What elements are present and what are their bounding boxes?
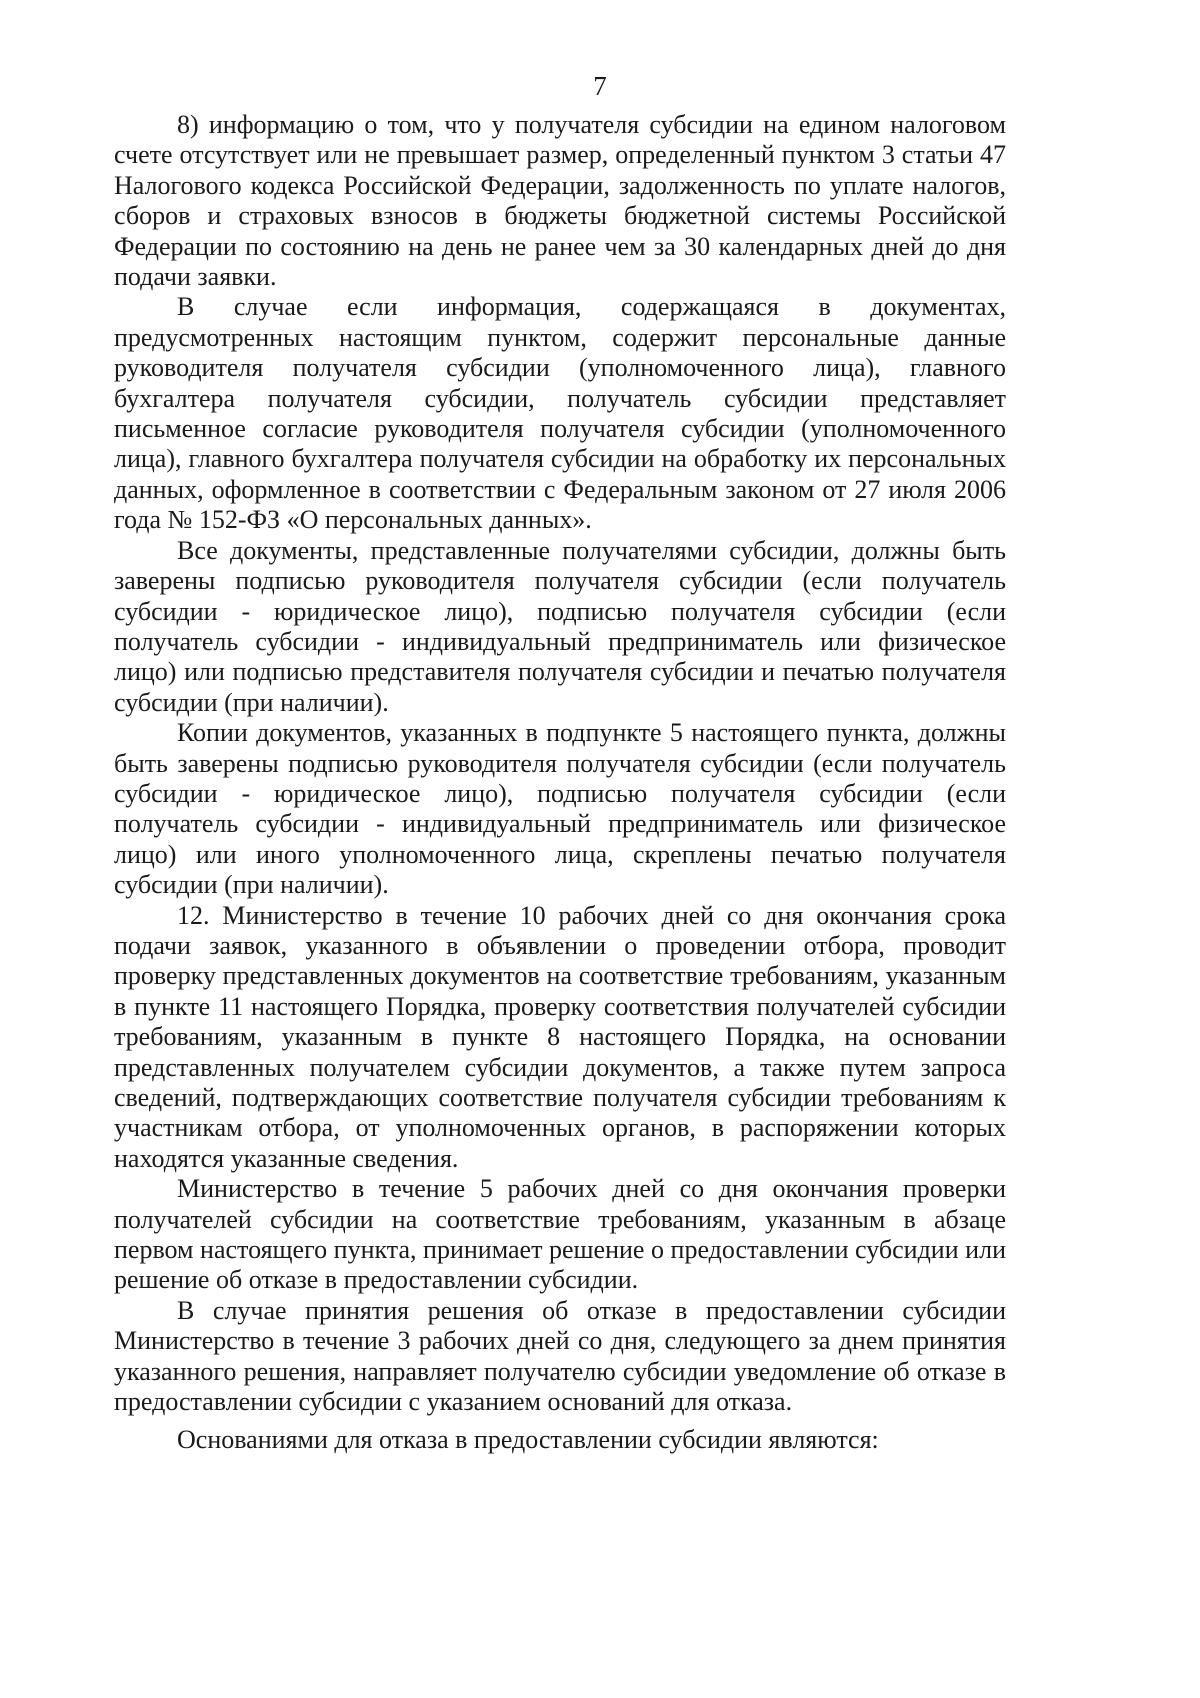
paragraph-personal-data-consent: В случае если информация, содержащаяся в документах, предусмотренных настоящим пунктом, содержит персональные данные руководителя получателя субсидии (уполномоченного лица), главного бухгалтера получателя субсидии, получатель субсидии представляет письменное согласие руководителя получателя субсидии (уполномоченного лица), главного бухгалтера получателя субсидии на обработку их персональных данных, оформленное в соответствии с Федеральным законом от 27 июля 2006 года № 152-ФЗ «О персональных данных». <box>114 292 1006 535</box>
paragraph-copies-certification: Копии документов, указанных в подпункте 5 настоящего пункта, должны быть заверены подписью руководителя получателя субсидии (если получатель субсидии - юридическое лицо), подписью получателя субсидии (если получатель субсидии - индивидуальный предприниматель или физическое лицо) или иного уполномоченного лица, скреплены печатью получателя субсидии (при наличии). <box>114 718 1006 900</box>
paragraph-refusal-notice: В случае принятия решения об отказе в предоставлении субсидии Министерство в течение 3 рабочих дней со дня, следующего за днем принятия указанного решения, направляет получателю субсидии уведомление об отказе в предоставлении субсидии с указанием оснований для отказа. <box>114 1295 1006 1417</box>
document-body <box>114 110 1006 1456</box>
paragraph-decision: Министерство в течение 5 рабочих дней со дня окончания проверки получателей субсидии на соответствие требованиям, указанным в абзаце первом настоящего пункта, принимает решение о предоставлении субсидии или решение об отказе в предоставлении субсидии. <box>114 1174 1006 1295</box>
paragraph-clause-12-review: 12. Министерство в течение 10 рабочих дней со дня окончания срока подачи заявок, указанного в объявлении о проведении отбора, проводит проверку представленных документов на соответствие требованиям, указанным в пункте 11 настоящего Порядка, проверку соответствия получателей субсидии требованиям, указанным в пункте 8 настоящего Порядка, на основании представленных получателем субсидии документов, а также путем запроса сведений, подтверждающих соответствие получателя субсидии требованиям к участникам отбора, от уполномоченных органов, в распоряжении которых находятся указанные сведения. <box>114 900 1006 1173</box>
paragraph-documents-certification: Все документы, представленные получателями субсидии, должны быть заверены подписью руководителя получателя субсидии (если получатель субсидии - юридическое лицо), подписью получателя субсидии (если получатель субсидии - индивидуальный предприниматель или физическое лицо) или подписью представителя получателя субсидии и печатью получателя субсидии (при наличии). <box>114 535 1006 717</box>
paragraph-refusal-grounds: Основаниями для отказа в предоставлении субсидии являются: <box>177 1425 879 1455</box>
paragraph-item-8-tax-debt: 8) информацию о том, что у получателя субсидии на едином налоговом счете отсутствует или не превышает размер, определенный пунктом 3 статьи 47 Налогового кодекса Российской Федерации, задолженность по уплате налогов, сборов и страховых взносов в бюджеты бюджетной системы Российской Федерации по состоянию на день не ранее чем за 30 календарных дней до дня подачи заявки. <box>114 110 1006 292</box>
page-number: 7 <box>593 71 607 101</box>
